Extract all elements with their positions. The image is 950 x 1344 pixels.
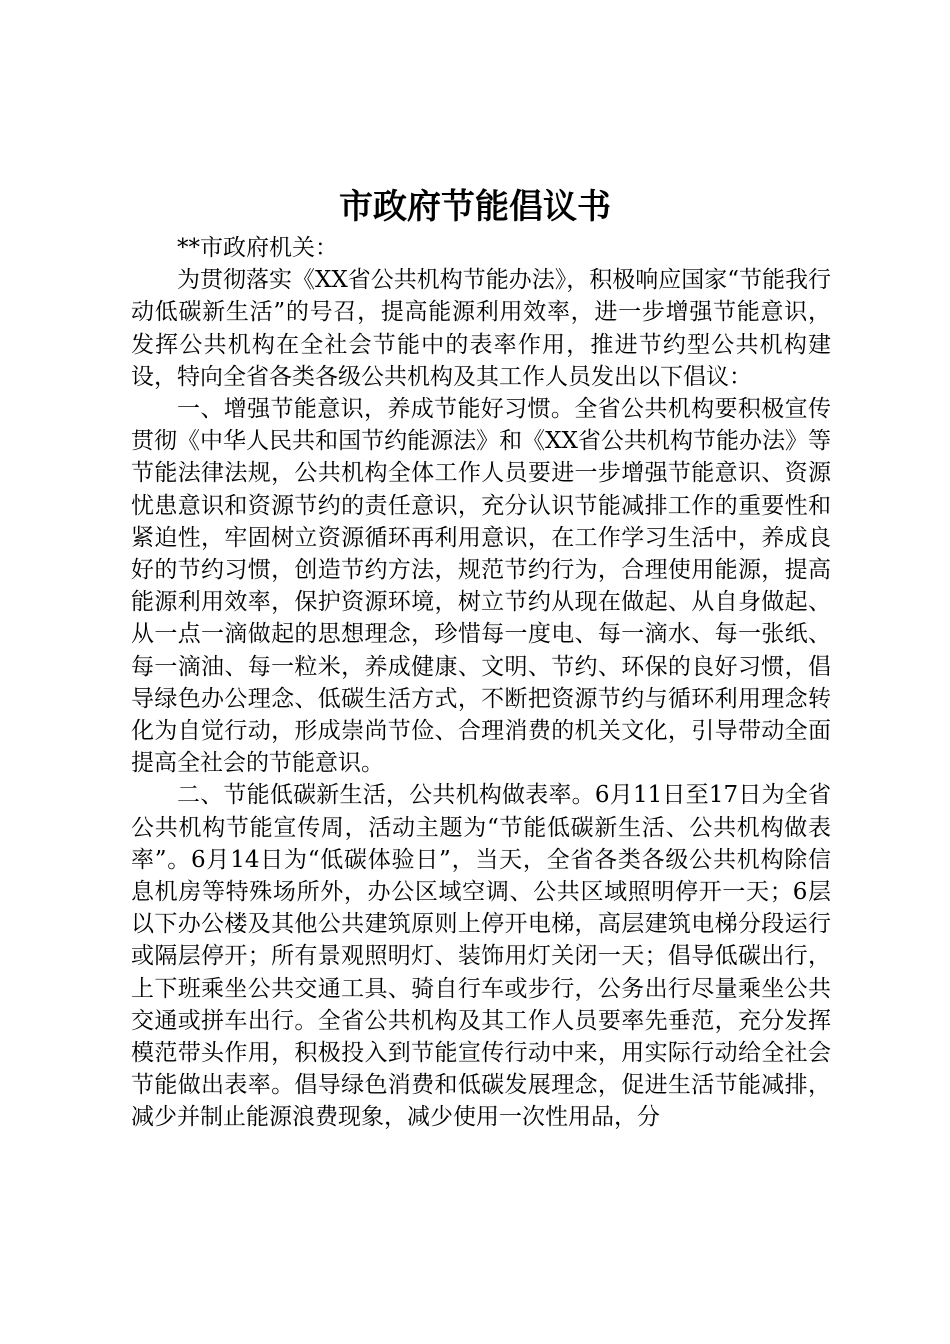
paragraph-intro: 为贯彻落实《XX省公共机构节能办法》，积极响应国家“节能我行动低碳新生活”的号召，提高能源利用效率，进一步增强节能意识，发挥公共机构在全社会节能中的表率作用，推进节约型公共机构建设，特向全省各类各级公共机构及其工作人员发出以下倡议： [131,267,832,390]
salutation: **市政府机关： [177,235,338,261]
paragraph-section-1: 一、增强节能意识，养成节能好习惯。全省公共机构要积极宣传贯彻《中华人民共和国节约能源法》和《XX省公共机构节能办法》等节能法律法规，公共机构全体工作人员要进一步增强节能意识、资源忧患意识和资源节约的责任意识，充分认识节能减排工作的重要性和紧迫性，牢固树立资源循环再利用意识，在工作学习生活中，养成良好的节约习惯，创造节约方法，规范节约行为，合理使用能源，提高能源利用效率，保护资源环境，树立节约从现在做起、从自身做起、从一点一滴做起的思想理念，珍惜每一度电、每一滴水、每一张纸、每一滴油、每一粒米，养成健康、文明、节约、环保的良好习惯，倡导绿色办公理念、低碳生活方式，不断把资源节约与循环利用理念转化为自觉行动，形成崇尚节俭、合理消费的机关文化，引导带动全面提高全社会的节能意识。 [131,396,831,777]
document-title: 市政府节能倡议书 [339,187,611,227]
paragraph-section-2: 二、节能低碳新生活，公共机构做表率。6月11日至17日为全省公共机构节能宣传周，活动主题为“节能低碳新生活、公共机构做表率”。6月14日为“低碳体验日”，当天，全省各类各级公共机构除信息机房等特殊场所外，办公区域空调、公共区域照明停开一天；6层以下办公楼及其他公共建筑原则上停开电梯，高层建筑电梯分段运行或隔层停开；所有景观照明灯、装饰用灯关闭一天；倡导低碳出行，上下班乘坐公共交通工具、骑自行车或步行，公务出行尽量乘坐公共交通或拼车出行。全省公共机构及其工作人员要率先垂范，充分发挥模范带头作用，积极投入到节能宣传行动中来，用实际行动给全社会节能做出表率。倡导绿色消费和低碳发展理念，促进生活节能减排，减少并制止能源浪费现象，减少使用一次性用品，分 [131,782,831,1131]
document-body [131,232,831,1134]
